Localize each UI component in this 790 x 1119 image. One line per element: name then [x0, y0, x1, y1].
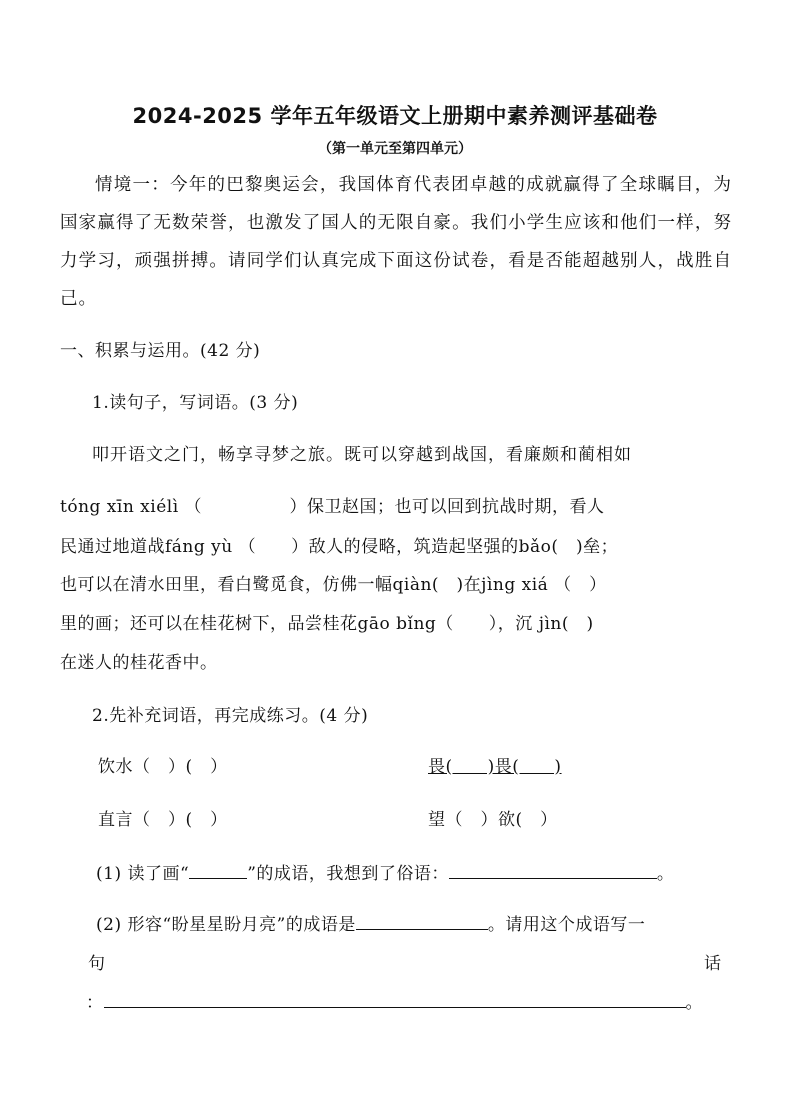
question-1-line: 在迷人的桂花香中。	[60, 653, 218, 673]
question-1-line: tóng xīn xiélì （ ）保卫赵国；也可以回到抗战时期，看人	[60, 497, 605, 517]
sub-question-2-end: 。	[685, 993, 703, 1013]
question-2-heading: 2.先补充词语，再完成练习。(4 分)	[92, 706, 369, 726]
page-subtitle: （第一单元至第四单元）	[318, 141, 472, 157]
question-1-line: 里的画；还可以在桂花树下，品尝桂花gāo bǐng（ ），沉 jìn( )	[60, 614, 594, 634]
sub-question-1-end: 。	[656, 864, 675, 884]
sub-question-1-text-a: (1) 读了画“	[96, 864, 190, 884]
idiom-item: 饮水（ ）( ）	[98, 757, 228, 777]
answer-blank[interactable]	[189, 862, 247, 879]
question-1-line: 民通过地道战fáng yù （ ）敌人的侵略，筑造起坚强的bǎo( )垒；	[60, 537, 619, 557]
question-1-heading: 1.读句子，写词语。(3 分)	[92, 393, 299, 413]
idiom-item: 直言（ ）( ）	[98, 810, 228, 830]
sub-question-2-char: 话	[704, 954, 722, 974]
intro-paragraph: 情境一：今年的巴黎奥运会，我国体育代表团卓越的成就赢得了全球瞩目，为国家赢得了无数荣誉，也激发了国人的无限自豪。我们小学生应该和他们一样，努力学习，顽强拼搏。请同学们认真完成下面这份试卷，看是否能超越别人，战胜自己。	[60, 175, 732, 309]
page-title: 2024-2025 学年五年级语文上册期中素养测评基础卷	[132, 104, 658, 128]
answer-blank[interactable]	[449, 862, 657, 879]
sub-question-2-answer-line	[86, 988, 703, 1013]
answer-blank[interactable]	[356, 913, 488, 930]
sub-question-2-colon: ：	[86, 993, 104, 1013]
answer-blank[interactable]	[104, 991, 686, 1008]
question-1-line: 叩开语文之门，畅享寻梦之旅。既可以穿越到战国，看廉颇和蔺相如	[92, 445, 632, 465]
sub-question-2-text-a: (2) 形容“盼星星盼月亮”的成语是	[96, 915, 356, 935]
idiom-item-underlined: 畏( )畏( )	[428, 757, 562, 777]
question-1-line: 也可以在清水田里，看白鹭觅食，仿佛一幅qiàn( )在jìng xiá （ ）	[60, 575, 607, 595]
idiom-item: 望（ ）欲( ）	[428, 810, 558, 830]
sub-question-2	[96, 910, 645, 935]
sub-question-1-text-b: ”的成语，我想到了俗语：	[247, 864, 449, 884]
sub-question-2-text-b: 。请用这个成语写一	[487, 915, 646, 935]
section-heading: 一、积累与运用。(42 分)	[60, 341, 261, 361]
sub-question-2-char: 句	[88, 954, 106, 974]
sub-question-1	[96, 859, 674, 884]
